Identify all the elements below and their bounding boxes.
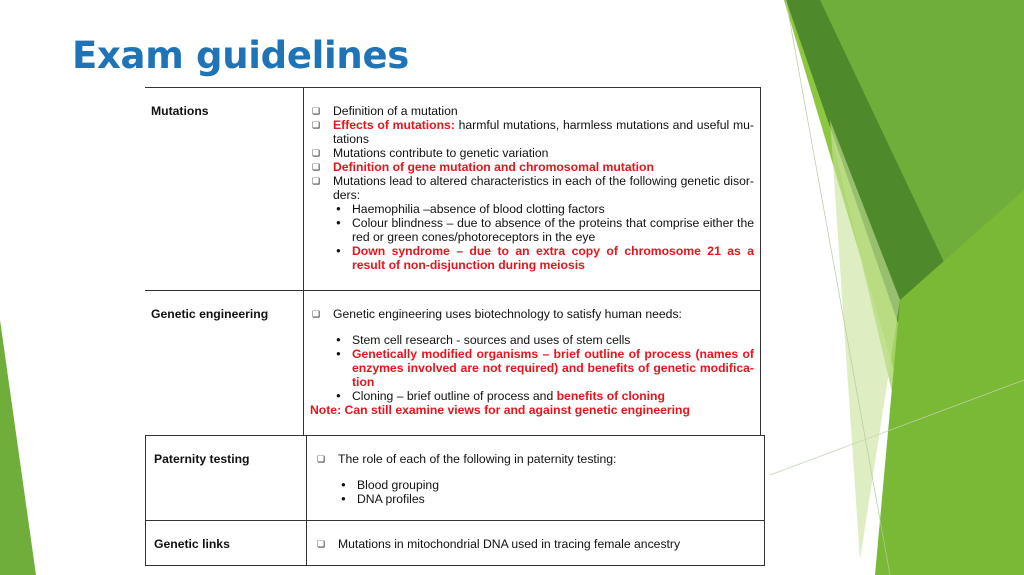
- table-row-mutations: [145, 88, 761, 291]
- list-item: ❏ Definition of gene mutation and chromosomal mutation: [310, 160, 754, 174]
- list-item: ❏ Definition of a mutation: [310, 104, 754, 118]
- list-item: ❏ The role of each of the following in paternity testing:: [315, 452, 758, 466]
- list-item: ● Colour blindness – due to absence of the proteins that comprise either the red or green cones/photoreceptors in the eye: [310, 216, 754, 244]
- guidelines-table-top: [145, 87, 761, 435]
- list-item: ● Haemophilia –absence of blood clotting factors: [310, 202, 754, 216]
- page-title: Exam guidelines: [72, 34, 409, 77]
- list-item: ● Blood grouping: [315, 478, 758, 492]
- list-item: ● Stem cell research - sources and uses of stem cells: [310, 333, 754, 347]
- topic-cell-genetic-engineering: [145, 291, 304, 436]
- table-row-paternity-testing: [146, 436, 765, 521]
- list-item: ❏ Genetic engineering uses biotechnology to satisfy human needs:: [310, 307, 754, 321]
- topic-cell-genetic-links: [146, 521, 307, 566]
- topic-label-genetic-engineering: Genetic engineering: [151, 307, 269, 321]
- list-item: ● Down syndrome – due to an extra copy of chromosome 21 as a result of non-disjunction during meiosis: [310, 244, 754, 272]
- checklist-genetic-links: [315, 537, 758, 551]
- topic-cell-paternity-testing: [146, 436, 307, 521]
- list-item: ❏ Mutations in mitochondrial DNA used in tracing female ancestry: [315, 537, 758, 551]
- table-row-genetic-links: [146, 521, 765, 566]
- topic-label-paternity-testing: Paternity testing: [154, 452, 250, 466]
- table-row-genetic-engineering: [145, 291, 761, 436]
- list-item: ❏ Mutations lead to altered characteristics in each of the following genetic disor-ders:: [310, 174, 754, 202]
- content-cell-mutations: [304, 88, 761, 291]
- checklist-genetic-engineering: [310, 307, 754, 321]
- topic-label-mutations: Mutations: [151, 104, 209, 118]
- topic-cell-mutations: [145, 88, 304, 291]
- checklist-paternity-testing: [315, 452, 758, 466]
- list-item: ● Cloning – brief outline of process and benefits of cloning: [310, 389, 754, 403]
- content-cell-paternity-testing: [307, 436, 765, 521]
- paternity-bullets: [315, 478, 758, 506]
- list-item: ❏ Mutations contribute to genetic variation: [310, 146, 754, 160]
- topic-label-genetic-links: Genetic links: [154, 537, 230, 551]
- genetic-engineering-bullets: [310, 333, 754, 403]
- content-cell-genetic-links: [307, 521, 765, 566]
- content-cell-genetic-engineering: [304, 291, 761, 436]
- exam-note: Note: Can still examine views for and against genetic engineering: [310, 403, 690, 417]
- list-item: ● DNA profiles: [315, 492, 758, 506]
- checklist-mutations: [310, 104, 754, 202]
- disorders-list: [310, 202, 754, 272]
- guidelines-table-bottom: [145, 435, 765, 566]
- green-shape-left: [0, 320, 36, 575]
- list-item: ❏ Effects of mutations: harmful mutations, harmless mutations and useful mu-tations: [310, 118, 754, 146]
- list-item: ● Genetically modified organisms – brief outline of process (names of enzymes involved are not required) and benefits of genetic modifica-tion: [310, 347, 754, 389]
